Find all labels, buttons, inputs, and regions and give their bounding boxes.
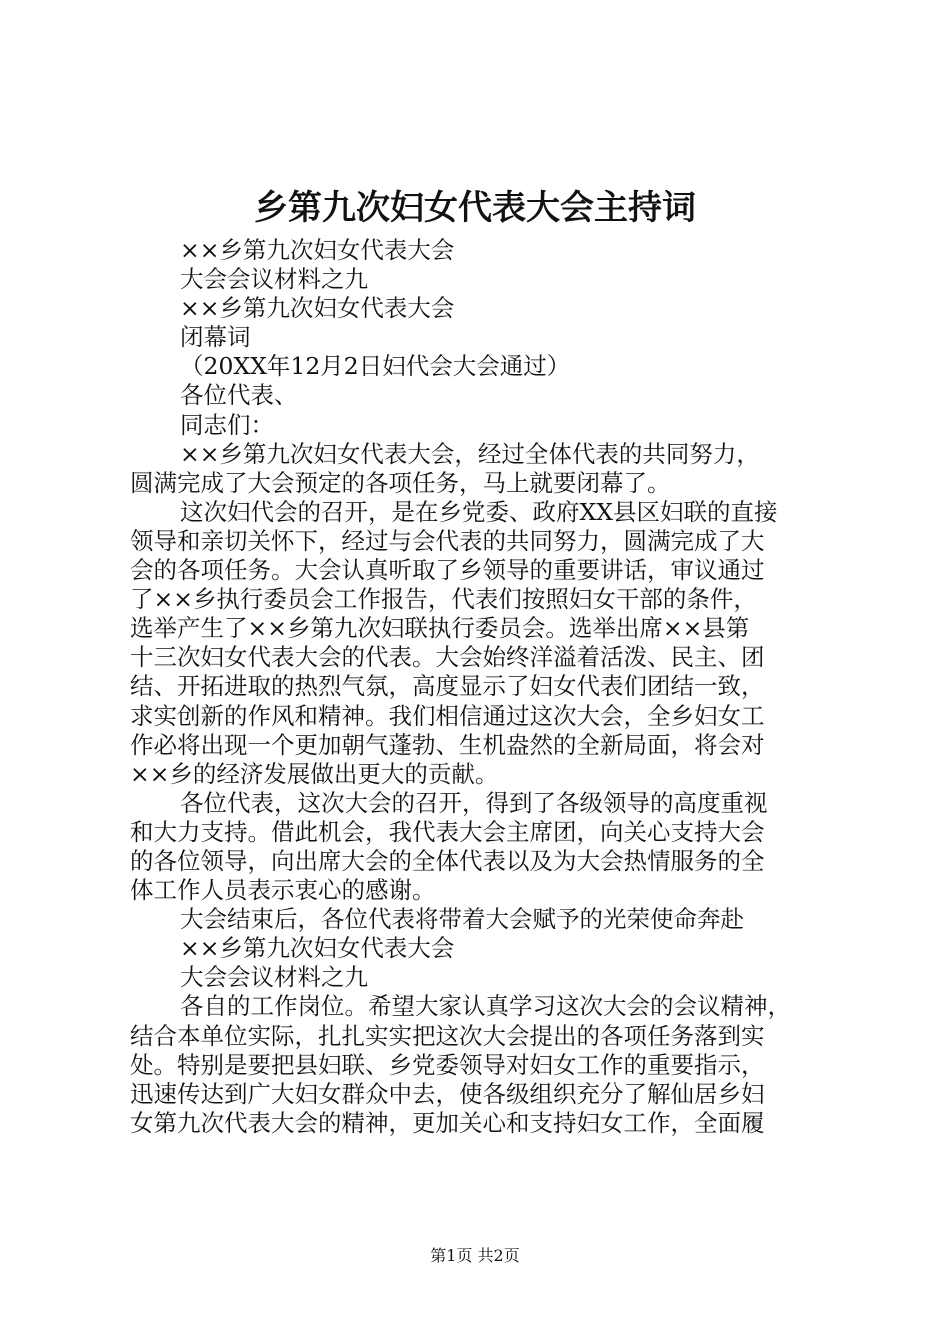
text-line: ××乡第九次妇女代表大会: [180, 934, 455, 963]
paragraph-line: 处。特别是要把县妇联、乡党委领导对妇女工作的重要指示，: [130, 1050, 765, 1079]
paragraph-line: 各自的工作岗位。希望大家认真学习这次大会的会议精神，: [180, 992, 791, 1021]
paragraph: [130, 789, 830, 905]
paragraph-line: 了××乡执行委员会工作报告，代表们按照妇女干部的条件，: [130, 585, 757, 614]
text-line: 同志们：: [180, 410, 274, 439]
paragraph-line: 选举产生了××乡第九次妇联执行委员会。选举出席××县第: [130, 614, 750, 643]
paragraph: [130, 498, 830, 789]
paragraph-line: 会的各项任务。大会认真听取了乡领导的重要讲话，审议通过: [130, 556, 765, 585]
paragraph-line: 作必将出现一个更加朝气蓬勃、生机盎然的全新局面，将会对: [130, 730, 765, 759]
page-number-footer: 第1页 共2页: [430, 1246, 520, 1265]
paragraph-line: 女第九次代表大会的精神，更加关心和支持妇女工作，全面履: [130, 1108, 765, 1137]
paragraph-line: 圆满完成了大会预定的各项任务，马上就要闭幕了。: [130, 468, 671, 497]
paragraph-line: 体工作人员表示衷心的感谢。: [130, 876, 436, 905]
paragraph-line: 这次妇代会的召开，是在乡党委、政府XX县区妇联的直接: [180, 497, 778, 526]
text-line: 各位代表、: [180, 381, 298, 410]
page-title: 乡第九次妇女代表大会主持词: [254, 188, 696, 228]
text-line: ××乡第九次妇女代表大会: [180, 294, 455, 323]
paragraph-line: 迅速传达到广大妇女群众中去，使各级组织充分了解仙居乡妇: [130, 1079, 765, 1108]
paragraph-line: 十三次妇女代表大会的代表。大会始终洋溢着活泼、民主、团: [130, 643, 765, 672]
text-line: （20XX年12月2日妇代会大会通过）: [180, 352, 571, 381]
paragraph-line: 领导和亲切关怀下，经过与会代表的共同努力，圆满完成了大: [130, 526, 765, 555]
text-line: 闭幕词: [180, 323, 251, 352]
paragraph-line: 结合本单位实际，扎扎实实把这次大会提出的各项任务落到实: [130, 1021, 765, 1050]
paragraph-line: 各位代表，这次大会的召开，得到了各级领导的高度重视: [180, 788, 768, 817]
text-line: 大会结束后，各位代表将带着大会赋予的光荣使命奔赴: [180, 905, 744, 934]
paragraph: [130, 440, 830, 498]
paragraph-line: 结、开拓进取的热烈气氛，高度显示了妇女代表们团结一致，: [130, 672, 765, 701]
paragraph: [130, 992, 830, 1137]
paragraph-line: 的各位领导，向出席大会的全体代表以及为大会热情服务的全: [130, 846, 765, 875]
text-line: 大会会议材料之九: [180, 265, 368, 294]
paragraph-line: 求实创新的作风和精神。我们相信通过这次大会，全乡妇女工: [130, 701, 765, 730]
paragraph-line: 和大力支持。借此机会，我代表大会主席团，向关心支持大会: [130, 817, 765, 846]
paragraph-line: ××乡的经济发展做出更大的贡献。: [130, 759, 499, 788]
paragraph-line: ××乡第九次妇女代表大会，经过全体代表的共同努力，: [180, 439, 760, 468]
text-line: ××乡第九次妇女代表大会: [180, 236, 455, 264]
document-body: [130, 236, 830, 1138]
text-line: 大会会议材料之九: [180, 963, 368, 992]
